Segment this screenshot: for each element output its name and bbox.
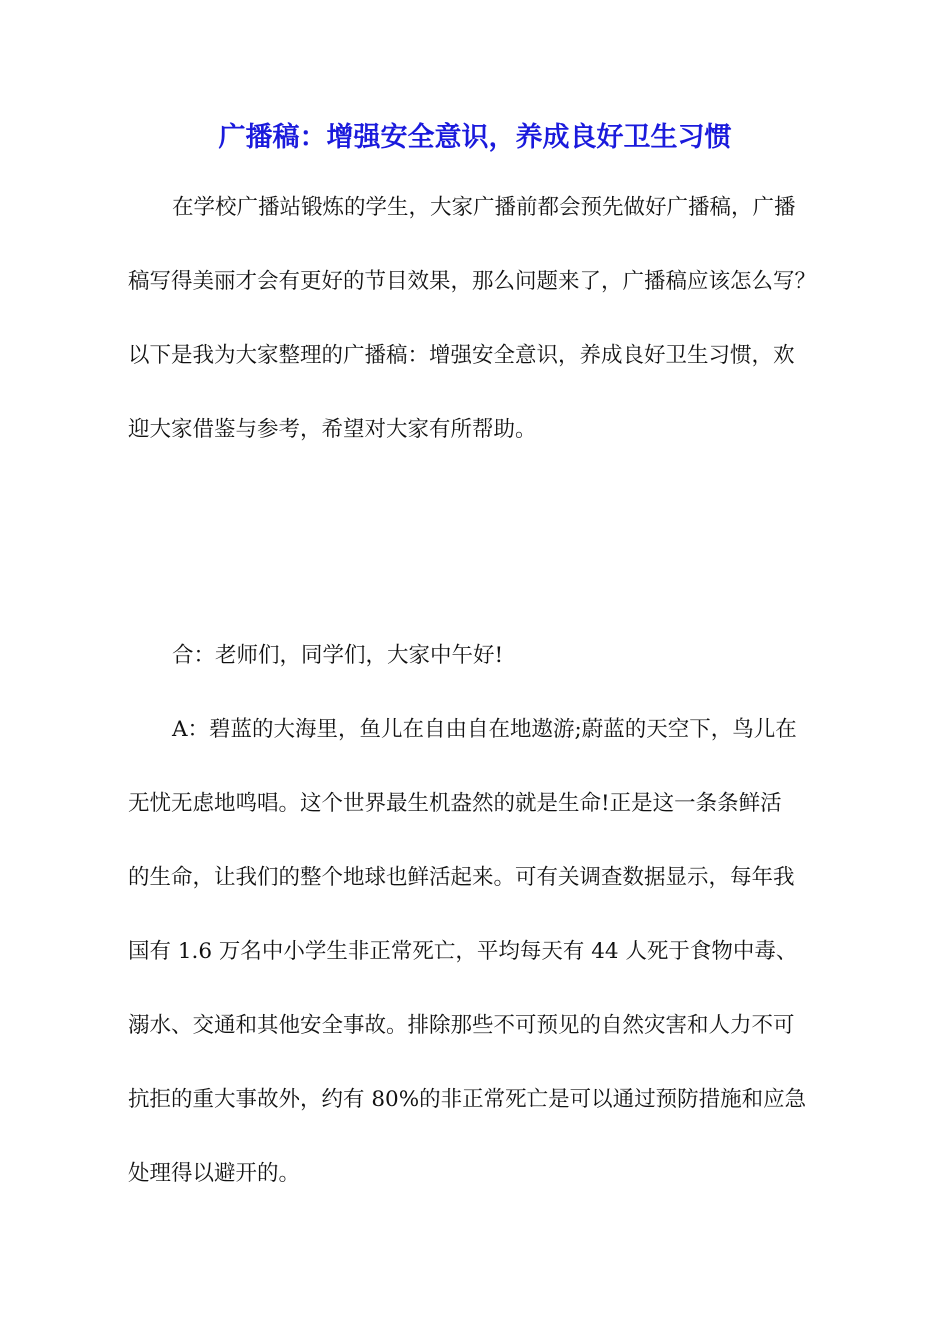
body-line: 溺水、交通和其他安全事故。排除那些不可预见的自然灾害和人力不可 [128, 1013, 795, 1038]
body-line: 处理得以避开的。 [128, 1161, 301, 1186]
intro-line: 以下是我为大家整理的广播稿：增强安全意识，养成良好卫生习惯，欢 [128, 343, 795, 368]
body-line: 国有 1.6 万名中小学生非正常死亡，平均每天有 44 人死于食物中毒、 [128, 939, 798, 964]
intro-line: 迎大家借鉴与参考，希望对大家有所帮助。 [128, 417, 537, 442]
body-line: 抗拒的重大事故外，约有 80%的非正常死亡是可以通过预防措施和应急 [128, 1087, 807, 1112]
body-line: 的生命，让我们的整个地球也鲜活起来。可有关调查数据显示，每年我 [128, 865, 795, 890]
body-line: 无忧无虑地鸣唱。这个世界最生机盎然的就是生命!正是这一条条鲜活 [128, 791, 782, 816]
intro-line: 在学校广播站锻炼的学生，大家广播前都会预先做好广播稿，广播 [172, 195, 796, 220]
greeting-line: 合：老师们，同学们，大家中午好! [172, 643, 504, 668]
body-line: A：碧蓝的大海里，鱼儿在自由自在地遨游;蔚蓝的天空下，鸟儿在 [172, 717, 797, 742]
document-title: 广播稿：增强安全意识，养成良好卫生习惯 [218, 122, 732, 153]
intro-line: 稿写得美丽才会有更好的节目效果，那么问题来了，广播稿应该怎么写？ [128, 269, 817, 294]
